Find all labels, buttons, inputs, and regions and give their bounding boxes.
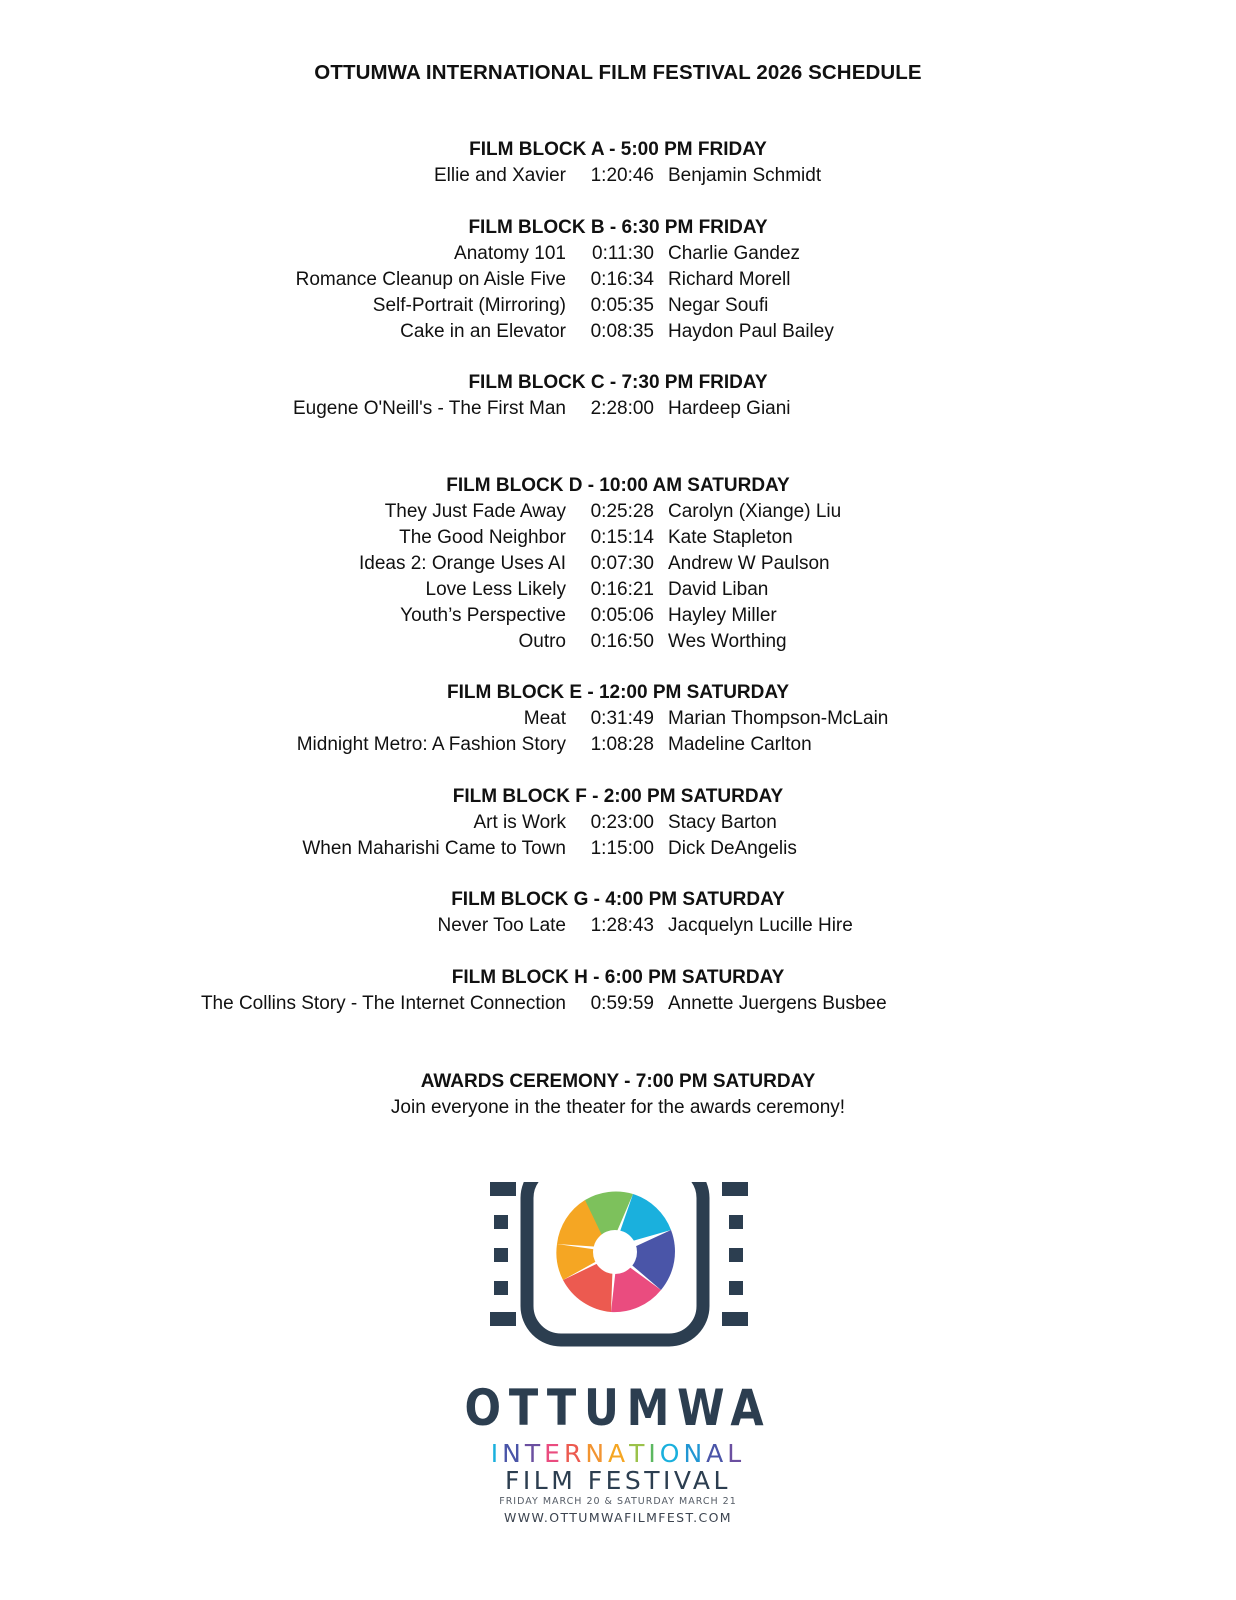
film-title: Self-Portrait (Mirroring) <box>372 295 566 316</box>
film-director: Dick DeAngelis <box>668 838 797 859</box>
film-runtime: 0:05:35 <box>590 295 654 316</box>
film-director: Stacy Barton <box>668 812 777 833</box>
film-title: Outro <box>518 631 566 652</box>
film-runtime: 0:05:06 <box>590 605 654 626</box>
film-title: Cake in an Elevator <box>400 321 566 342</box>
film-row <box>0 629 1236 655</box>
film-title: The Collins Story - The Internet Connection <box>200 993 566 1014</box>
film-director: Marian Thompson-McLain <box>668 708 889 729</box>
logo-letter: A <box>706 1439 728 1468</box>
film-runtime: 0:07:30 <box>590 553 654 574</box>
film-block-heading: FILM BLOCK G - 4:00 PM SATURDAY <box>451 889 785 910</box>
film-title: Ellie and Xavier <box>433 165 566 186</box>
film-title: Anatomy 101 <box>454 243 566 264</box>
film-block-heading: FILM BLOCK E - 12:00 PM SATURDAY <box>446 682 790 703</box>
logo-letter: N <box>585 1439 609 1468</box>
film-row <box>0 706 1236 732</box>
film-row <box>0 732 1236 758</box>
film-block-heading: FILM BLOCK B - 6:30 PM FRIDAY <box>468 217 768 238</box>
film-row <box>0 551 1236 577</box>
film-title: Romance Cleanup on Aisle Five <box>295 269 566 290</box>
film-director: Andrew W Paulson <box>668 553 830 574</box>
film-runtime: 0:16:50 <box>590 631 654 652</box>
film-runtime: 1:15:00 <box>590 838 654 859</box>
film-row <box>0 319 1236 345</box>
film-title: Meat <box>523 708 566 729</box>
film-title: Youth’s Perspective <box>400 605 566 626</box>
film-runtime: 0:23:00 <box>590 812 654 833</box>
film-block-heading: FILM BLOCK F - 2:00 PM SATURDAY <box>452 786 784 807</box>
awards-heading: AWARDS CEREMONY - 7:00 PM SATURDAY <box>420 1071 816 1092</box>
film-row <box>0 603 1236 629</box>
logo-letter: T <box>629 1439 649 1468</box>
logo-letter: R <box>563 1439 586 1468</box>
film-row <box>0 396 1236 422</box>
film-row <box>0 991 1236 1017</box>
film-director: Negar Soufi <box>668 295 769 316</box>
film-row <box>0 913 1236 939</box>
logo-letter: T <box>524 1439 545 1468</box>
film-title: The Good Neighbor <box>399 527 566 548</box>
film-runtime: 1:08:28 <box>590 734 654 755</box>
film-runtime: 0:08:35 <box>590 321 654 342</box>
logo-letter: E <box>544 1439 564 1468</box>
logo-letter: N <box>683 1439 707 1468</box>
film-director: David Liban <box>668 579 769 600</box>
film-title: Eugene O'Neill's - The First Man <box>292 398 566 419</box>
film-row <box>0 525 1236 551</box>
logo-wordmark: OTTUMWA <box>464 1379 772 1437</box>
logo-letter: N <box>502 1439 525 1468</box>
film-director: Benjamin Schmidt <box>668 165 822 186</box>
film-director: Annette Juergens Busbee <box>668 993 887 1014</box>
film-title: Love Less Likely <box>425 579 566 600</box>
film-title: When Maharishi Came to Town <box>302 838 566 859</box>
awards-text: Join everyone in the theater for the awards ceremony! <box>390 1097 846 1118</box>
film-block-heading: FILM BLOCK H - 6:00 PM SATURDAY <box>451 967 785 988</box>
film-title: Ideas 2: Orange Uses AI <box>358 553 566 574</box>
film-director: Hayley Miller <box>668 605 777 626</box>
logo-festival-dates: FRIDAY MARCH 20 & SATURDAY MARCH 21 <box>499 1496 737 1507</box>
film-title: Midnight Metro: A Fashion Story <box>296 734 566 755</box>
film-runtime: 0:31:49 <box>590 708 654 729</box>
film-block-heading: FILM BLOCK C - 7:30 PM FRIDAY <box>468 372 768 393</box>
film-runtime: 0:16:34 <box>590 269 654 290</box>
film-director: Charlie Gandez <box>668 243 801 264</box>
film-director: Jacquelyn Lucille Hire <box>668 915 853 936</box>
logo-letter: A <box>608 1439 630 1468</box>
film-camera-aperture-icon <box>490 1182 748 1372</box>
film-title: Art is Work <box>473 812 566 833</box>
film-runtime: 2:28:00 <box>590 398 654 419</box>
logo-letter: L <box>727 1439 746 1468</box>
film-runtime: 0:15:14 <box>590 527 654 548</box>
film-runtime: 0:25:28 <box>590 501 654 522</box>
page-title: OTTUMWA INTERNATIONAL FILM FESTIVAL 2026 SCHEDULE <box>314 61 922 84</box>
film-director: Carolyn (Xiange) Liu <box>668 501 842 522</box>
film-director: Kate Stapleton <box>668 527 793 548</box>
film-row <box>0 836 1236 862</box>
film-title: They Just Fade Away <box>384 501 566 522</box>
logo-letter: O <box>659 1439 684 1468</box>
logo-website: WWW.OTTUMWAFILMFEST.COM <box>504 1510 732 1525</box>
logo-subtitle-film-festival: FILM FESTIVAL <box>505 1466 731 1495</box>
film-director: Hardeep Giani <box>668 398 791 419</box>
film-title: Never Too Late <box>437 915 566 936</box>
film-runtime: 1:28:43 <box>590 915 654 936</box>
film-row <box>0 293 1236 319</box>
logo-subtitle-international <box>0 1439 1236 1469</box>
logo-letter: I <box>648 1439 660 1468</box>
film-runtime: 1:20:46 <box>590 165 654 186</box>
film-block-heading: FILM BLOCK D - 10:00 AM SATURDAY <box>446 475 790 496</box>
logo-letter: I <box>490 1439 503 1468</box>
film-director: Richard Morell <box>668 269 791 290</box>
film-block-heading: FILM BLOCK A - 5:00 PM FRIDAY <box>469 139 767 160</box>
film-row <box>0 577 1236 603</box>
film-director: Wes Worthing <box>668 631 787 652</box>
film-runtime: 0:16:21 <box>590 579 654 600</box>
film-director: Madeline Carlton <box>668 734 812 755</box>
film-row <box>0 499 1236 525</box>
film-runtime: 0:11:30 <box>592 243 654 264</box>
film-director: Haydon Paul Bailey <box>668 321 834 342</box>
film-runtime: 0:59:59 <box>590 993 654 1014</box>
film-row <box>0 810 1236 836</box>
film-row <box>0 267 1236 293</box>
film-row <box>0 163 1236 189</box>
film-row <box>0 241 1236 267</box>
